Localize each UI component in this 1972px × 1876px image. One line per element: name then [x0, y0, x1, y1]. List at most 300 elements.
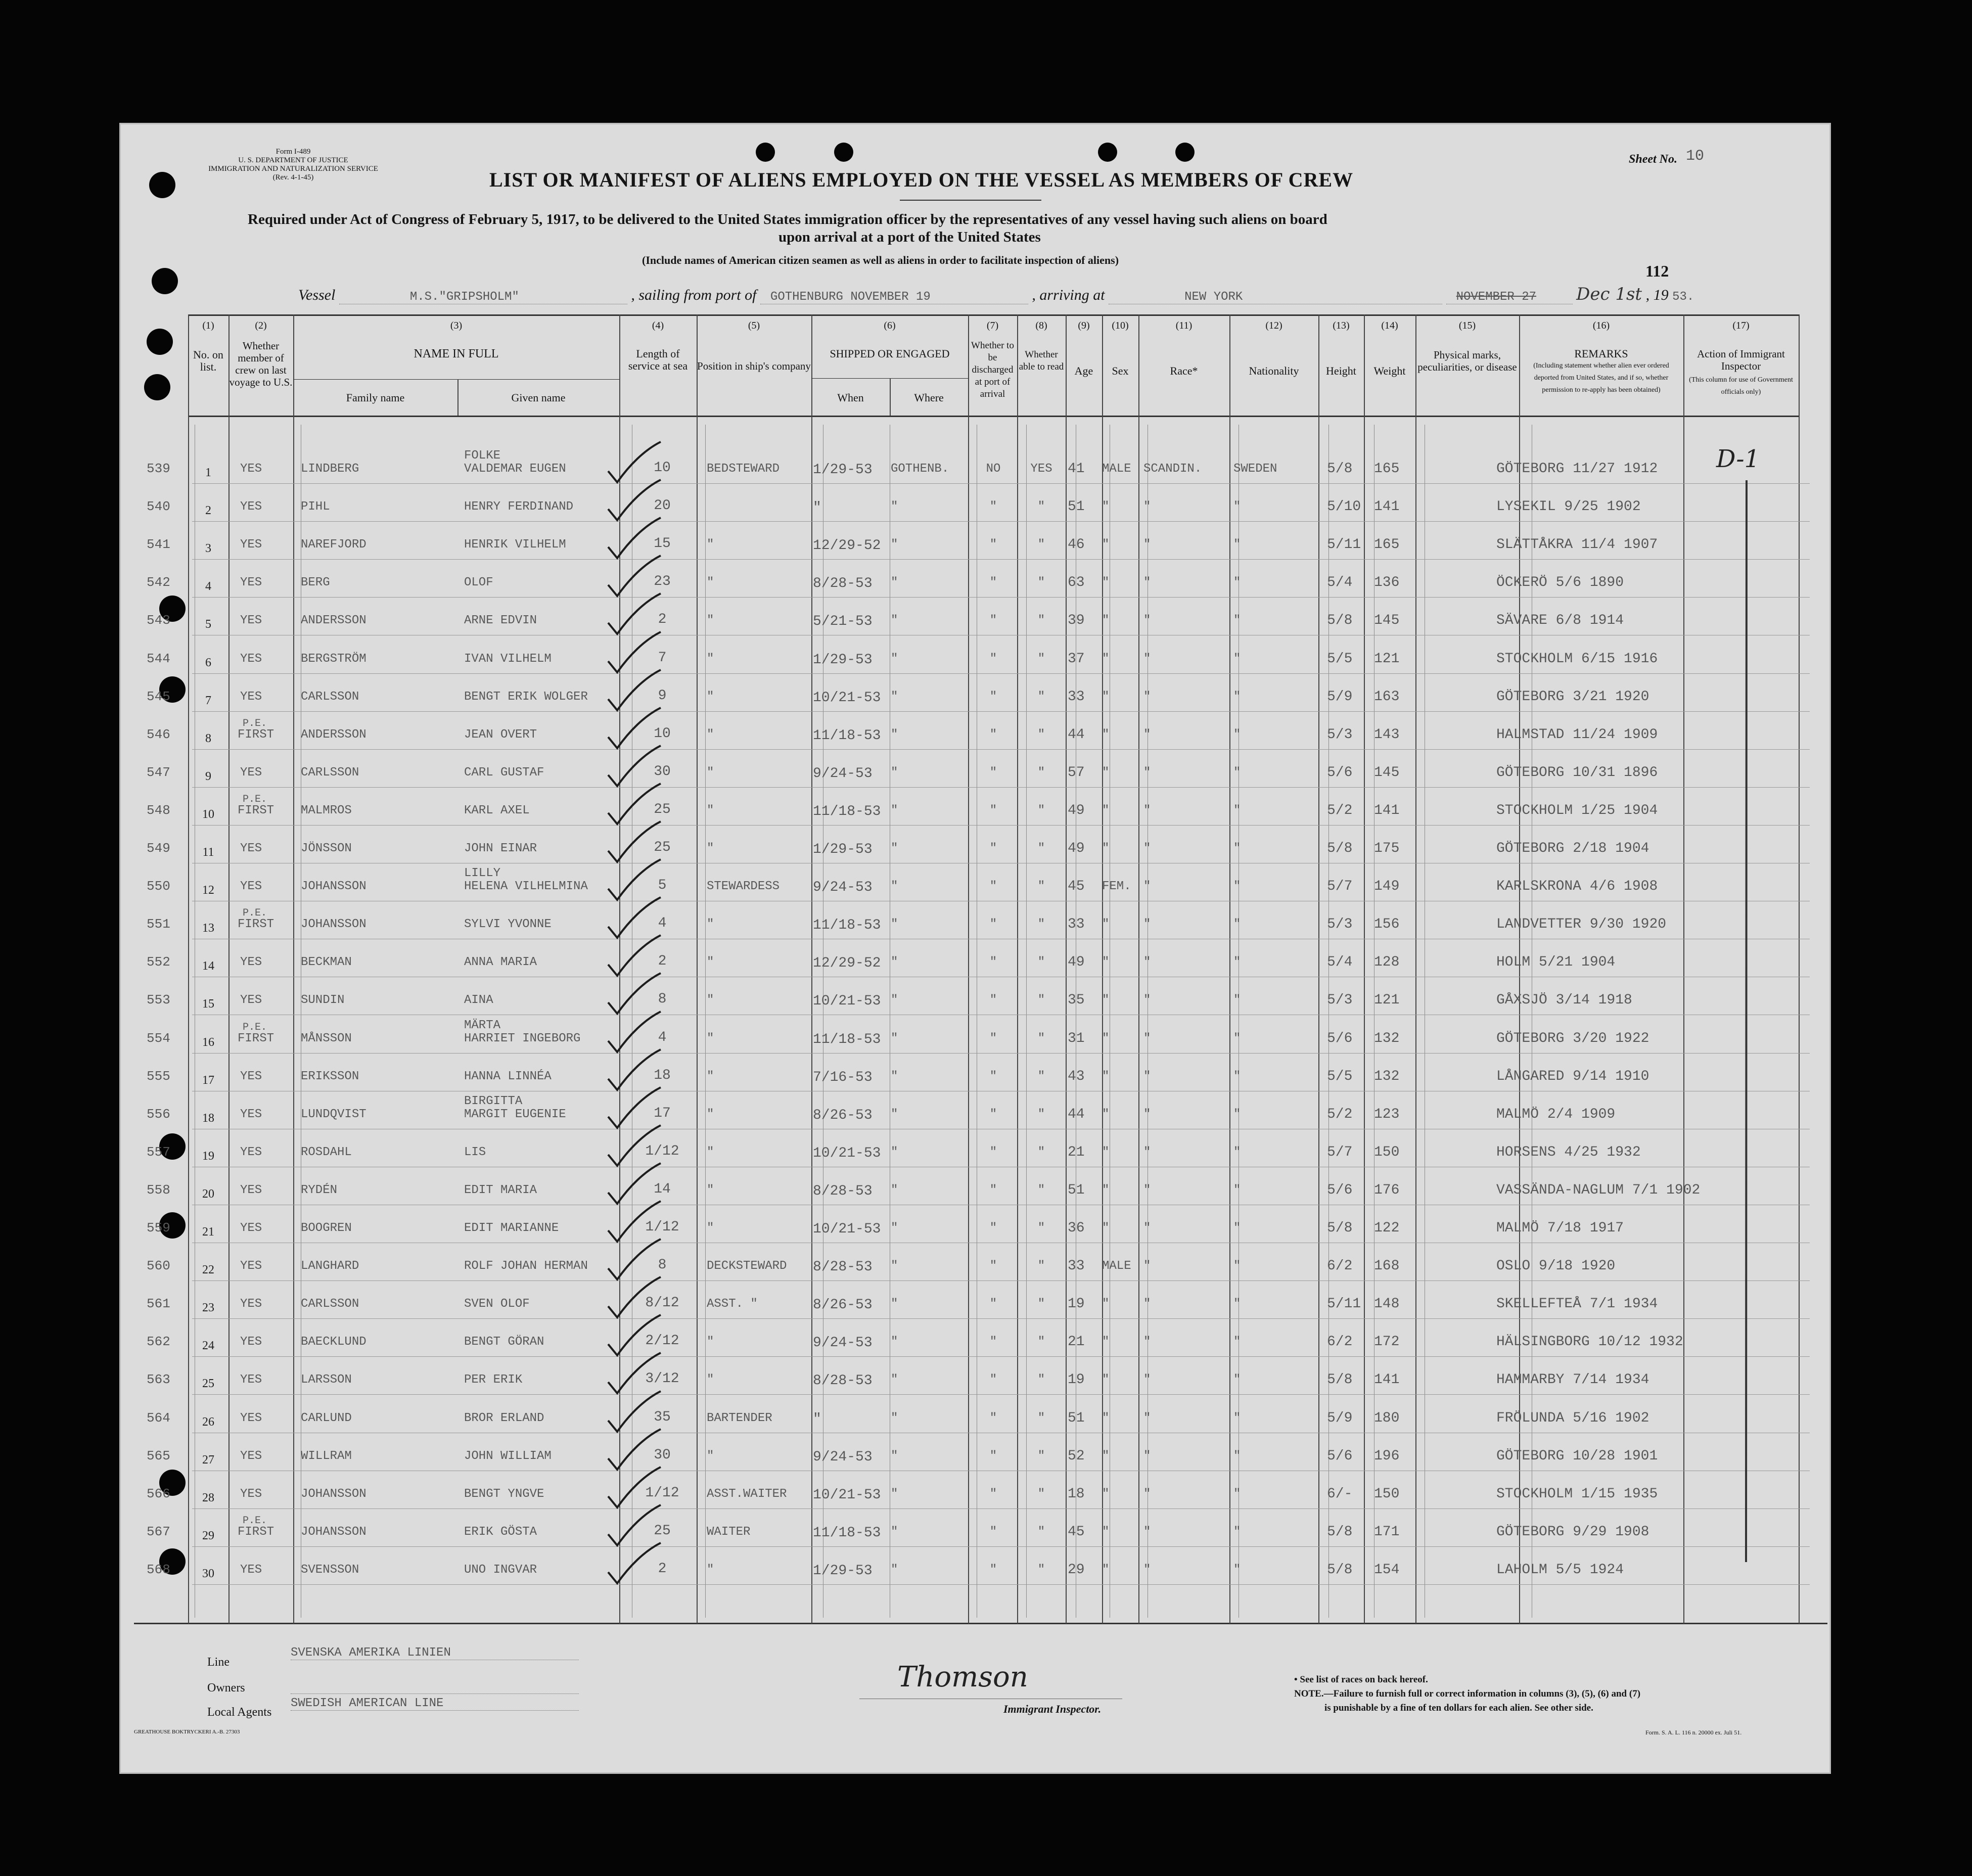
row-stamp-number: 566: [147, 1486, 170, 1501]
row-discharged: ": [989, 1183, 997, 1197]
punch-hole: [147, 329, 173, 355]
row-position: ": [707, 1449, 714, 1463]
row-nationality: ": [1233, 576, 1241, 590]
row-number: 13: [202, 922, 214, 935]
row-nationality: ": [1233, 1259, 1241, 1273]
inspector-bracket-line: [1739, 480, 1754, 1567]
year-prefix: , 19: [1645, 287, 1669, 303]
row-stamp-number: 557: [147, 1144, 170, 1160]
row-shipped-where: ": [891, 1221, 898, 1235]
row-prev-voyage: FIRST: [238, 727, 274, 742]
row-race: ": [1143, 1525, 1151, 1539]
row-stamp-number: 563: [147, 1372, 170, 1388]
sheet-number-value: 10: [1686, 148, 1705, 165]
row-discharged: ": [989, 538, 997, 552]
row-number: 2: [205, 504, 211, 518]
row-stamp-number: 567: [147, 1524, 170, 1539]
table-top-border: [188, 314, 1799, 316]
row-able-to-read: ": [1037, 765, 1045, 780]
row-race: ": [1143, 880, 1151, 894]
column-header-when: When: [837, 391, 864, 404]
row-race: ": [1143, 1373, 1151, 1387]
arriving-label: , arriving at: [1032, 287, 1105, 303]
row-able-to-read: YES: [1030, 462, 1052, 476]
row-prev-voyage: YES: [240, 614, 262, 628]
subtitle-line-3: (Include names of American citizen seamen as well as aliens in order to facilitate inspection of aliens): [642, 254, 1119, 266]
row-family-name: RYDÉN: [301, 1183, 338, 1197]
row-family-name: MÅNSSON: [301, 1031, 352, 1045]
row-service-length: 1/12: [645, 1219, 679, 1235]
row-position: ": [707, 652, 714, 666]
row-family-name: LANGHARD: [301, 1259, 359, 1273]
row-number: 22: [202, 1263, 214, 1277]
row-family-name: LINDBERG: [301, 462, 359, 476]
row-weight: 176: [1374, 1182, 1400, 1198]
row-race: ": [1143, 1221, 1151, 1235]
row-shipped-where: ": [891, 1487, 898, 1501]
row-able-to-read: ": [1037, 1145, 1045, 1159]
row-shipped-when: 12/29-52: [813, 955, 881, 972]
row-sex: ": [1102, 1183, 1110, 1197]
row-age: 21: [1068, 1334, 1085, 1350]
row-shipped-where: ": [891, 1145, 898, 1159]
row-given-name: HARRIET INGEBORG: [464, 1031, 581, 1045]
row-sex: ": [1102, 993, 1110, 1008]
row-prev-voyage: YES: [240, 462, 262, 476]
vessel-label: Vessel: [298, 287, 336, 303]
row-family-name: ERIKSSON: [301, 1069, 359, 1083]
row-shipped-when: 9/24-53: [813, 1449, 873, 1465]
row-stamp-number: 546: [147, 726, 170, 742]
row-given-name: SYLVI YVONNE: [464, 918, 552, 932]
row-position: WAITER: [707, 1525, 751, 1539]
row-position: ": [707, 1373, 714, 1387]
header-rule: [293, 379, 619, 380]
row-height: 5/6: [1327, 1448, 1353, 1464]
row-stamp-number: 564: [147, 1410, 170, 1426]
row-weight: 168: [1374, 1258, 1400, 1274]
row-number: 9: [205, 769, 211, 783]
row-sex: ": [1102, 918, 1110, 932]
row-shipped-where: ": [891, 614, 898, 628]
column-rule: [968, 314, 969, 1624]
column-rule: [1229, 314, 1230, 1624]
row-discharged: ": [989, 1449, 997, 1463]
row-stamp-number: 559: [147, 1220, 170, 1236]
line-value: SVENSKA AMERIKA LINIEN: [291, 1646, 579, 1660]
row-stamp-number: 539: [147, 461, 170, 476]
column-header-inspector-action: Action of Immigrant Inspector: [1697, 348, 1785, 372]
row-discharged: ": [989, 1107, 997, 1121]
row-discharged: ": [989, 918, 997, 932]
row-given-name-first: LILLY: [464, 866, 501, 881]
row-prev-voyage: FIRST: [238, 918, 274, 932]
row-remarks: OSLO 9/18 1920: [1496, 1258, 1616, 1274]
row-prev-voyage-prefix: P.E.: [243, 717, 267, 729]
column-rule: [1364, 314, 1365, 1624]
row-sex: ": [1102, 1487, 1110, 1501]
row-age: 19: [1068, 1372, 1085, 1388]
row-sex: FEM.: [1102, 880, 1131, 894]
column-number-c11: (11): [1175, 320, 1193, 331]
row-age: 37: [1068, 651, 1085, 667]
row-race: ": [1143, 1411, 1151, 1425]
row-family-name: NAREFJORD: [301, 538, 366, 552]
row-weight: 123: [1374, 1106, 1400, 1122]
row-prev-voyage: YES: [240, 765, 262, 780]
row-nationality: ": [1233, 1297, 1241, 1311]
row-nationality: ": [1233, 765, 1241, 780]
row-stamp-number: 554: [147, 1030, 170, 1046]
row-shipped-when: 8/28-53: [813, 576, 873, 592]
row-sex: ": [1102, 1411, 1110, 1425]
row-prev-voyage-prefix: P.E.: [243, 907, 267, 920]
row-shipped-where: ": [891, 842, 898, 855]
row-race: ": [1143, 765, 1151, 780]
row-given-name: AINA: [464, 993, 493, 1008]
row-able-to-read: ": [1037, 1297, 1045, 1311]
row-rule: [192, 787, 1810, 788]
row-shipped-where: ": [891, 803, 898, 817]
row-shipped-where: ": [891, 1525, 898, 1539]
row-given-name: EDIT MARIANNE: [464, 1221, 559, 1235]
title-underline: [900, 200, 1041, 201]
row-service-length: 1/12: [645, 1143, 679, 1159]
row-age: 29: [1068, 1562, 1085, 1578]
row-shipped-when: 9/24-53: [813, 765, 873, 782]
row-discharged: ": [989, 614, 997, 628]
row-position: ": [707, 1183, 714, 1197]
row-prev-voyage: YES: [240, 880, 262, 894]
row-rule: [192, 1318, 1810, 1319]
sailing-value: GOTHENBURG NOVEMBER 19: [760, 290, 1028, 304]
row-number: 19: [202, 1149, 214, 1163]
row-stamp-number: 550: [147, 879, 170, 894]
row-number: 7: [205, 694, 211, 707]
row-age: 41: [1068, 461, 1085, 477]
row-discharged: ": [989, 880, 997, 894]
row-discharged: ": [989, 993, 997, 1008]
row-prev-voyage: YES: [240, 993, 262, 1008]
row-weight: 150: [1374, 1144, 1400, 1160]
row-prev-voyage: YES: [240, 1487, 262, 1501]
row-height: 5/6: [1327, 1030, 1353, 1046]
check-mark-icon: [604, 1541, 665, 1586]
row-height: 5/3: [1327, 917, 1353, 933]
printer-mark: GREATHOUSE BOKTRYCKERI A.-B. 27303: [134, 1729, 240, 1735]
row-family-name: PIHL: [301, 500, 330, 514]
row-given-name: ARNE EDVIN: [464, 614, 537, 628]
row-prev-voyage: YES: [240, 652, 262, 666]
row-family-name: BOOGREN: [301, 1221, 352, 1235]
row-stamp-number: 562: [147, 1334, 170, 1350]
row-rule: [192, 1280, 1810, 1281]
row-number: 12: [202, 884, 214, 897]
row-family-name: BECKMAN: [301, 955, 352, 970]
row-service-length: 2: [658, 612, 667, 628]
row-given-name: IVAN VILHELM: [464, 652, 552, 666]
row-number: 8: [205, 731, 211, 745]
column-header-family-name: Family name: [346, 391, 405, 404]
row-race: ": [1143, 538, 1151, 552]
column-header-nationality: Nationality: [1249, 364, 1299, 377]
row-nationality: ": [1233, 918, 1241, 932]
row-stamp-number: 541: [147, 537, 170, 553]
row-shipped-when: 10/21-53: [813, 1221, 881, 1237]
penalty-note-1: NOTE.—Failure to furnish full or correct information in columns (3), (5), (6) and (7): [1294, 1688, 1641, 1699]
punch-hole: [152, 268, 178, 294]
column-header-height: Height: [1326, 364, 1356, 377]
row-rule: [192, 711, 1810, 712]
row-remarks: GÅXSJÖ 3/14 1918: [1496, 992, 1632, 1009]
row-able-to-read: ": [1037, 1335, 1045, 1349]
row-service-length: 10: [654, 460, 671, 476]
row-family-name: SVENSSON: [301, 1563, 359, 1577]
arriving-value: NEW YORK: [1109, 290, 1442, 304]
row-age: 49: [1068, 954, 1085, 971]
row-remarks: SKELLEFTEÅ 7/1 1934: [1496, 1296, 1658, 1312]
row-height: 6/2: [1327, 1334, 1353, 1350]
row-service-length: 4: [658, 1029, 667, 1045]
row-able-to-read: ": [1037, 1221, 1045, 1235]
row-service-length: 7: [658, 650, 667, 666]
row-stamp-number: 552: [147, 954, 170, 970]
row-age: 18: [1068, 1486, 1085, 1502]
row-weight: 136: [1374, 575, 1400, 591]
row-position: ASST.WAITER: [707, 1487, 787, 1501]
form-id-block: [192, 148, 394, 182]
row-prev-voyage: YES: [240, 690, 262, 704]
row-remarks: LYSEKIL 9/25 1902: [1496, 499, 1641, 515]
row-prev-voyage: FIRST: [238, 1031, 274, 1045]
row-discharged: ": [989, 765, 997, 780]
inspector-mark: D-1: [1716, 445, 1760, 473]
row-shipped-where: GOTHENB.: [891, 462, 949, 476]
row-shipped-where: ": [891, 1259, 898, 1273]
row-able-to-read: ": [1037, 690, 1045, 704]
row-family-name: JOHANSSON: [301, 1487, 366, 1501]
column-rule: [228, 314, 230, 1624]
subtitle-line-2: upon arrival at a port of the United States: [778, 229, 1041, 245]
row-discharged: ": [989, 576, 997, 590]
row-shipped-where: ": [891, 918, 898, 932]
row-rule: [192, 673, 1810, 674]
column-number-c12: (12): [1265, 320, 1282, 331]
row-discharged: ": [989, 1259, 997, 1273]
row-position: ": [707, 1031, 714, 1045]
row-family-name: ROSDAHL: [301, 1145, 352, 1159]
row-family-name: JOHANSSON: [301, 880, 366, 894]
column-rule: [1683, 314, 1684, 1624]
row-position: ": [707, 1563, 714, 1577]
column-rule: [1799, 314, 1800, 1624]
row-age: 49: [1068, 841, 1085, 856]
sheet-number-label: Sheet No.: [1629, 153, 1677, 166]
row-weight: 148: [1374, 1296, 1400, 1312]
row-discharged: ": [989, 652, 997, 666]
row-given-name: BROR ERLAND: [464, 1411, 544, 1425]
row-remarks: SÄVARE 6/8 1914: [1496, 613, 1624, 629]
row-service-length: 23: [654, 574, 671, 590]
row-position: ": [707, 1107, 714, 1121]
row-service-length: 35: [654, 1409, 671, 1425]
row-able-to-read: ": [1037, 1031, 1045, 1045]
row-age: 49: [1068, 802, 1085, 818]
column-number-c3: (3): [450, 320, 463, 331]
row-service-length: 10: [654, 725, 671, 742]
row-nationality: ": [1233, 993, 1241, 1008]
row-able-to-read: ": [1037, 1525, 1045, 1539]
row-race: SCANDIN.: [1143, 462, 1202, 476]
line-label: Line: [207, 1656, 230, 1669]
row-service-length: 18: [654, 1067, 671, 1083]
row-weight: 121: [1374, 992, 1400, 1009]
row-shipped-when: 11/18-53: [813, 918, 881, 934]
row-race: ": [1143, 1069, 1151, 1083]
row-shipped-when: 11/18-53: [813, 727, 881, 744]
row-family-name: MALMROS: [301, 803, 352, 817]
row-shipped-when: 11/18-53: [813, 1031, 881, 1047]
row-service-length: 8: [658, 991, 667, 1008]
row-nationality: ": [1233, 652, 1241, 666]
row-given-name: BENGT GÖRAN: [464, 1335, 544, 1349]
row-remarks: STOCKHOLM 1/25 1904: [1496, 802, 1658, 818]
row-race: ": [1143, 690, 1151, 704]
row-shipped-when: 9/24-53: [813, 880, 873, 896]
row-age: 39: [1068, 613, 1085, 629]
row-number: 14: [202, 959, 214, 973]
column-rule-inner: [1328, 425, 1329, 1618]
row-sex: MALE: [1102, 462, 1131, 476]
row-remarks: HALMSTAD 11/24 1909: [1496, 726, 1658, 743]
column-header-sex: Sex: [1112, 364, 1129, 377]
row-position: ": [707, 842, 714, 855]
row-family-name: JOHANSSON: [301, 918, 366, 932]
row-shipped-where: ": [891, 1107, 898, 1121]
row-race: ": [1143, 918, 1151, 932]
row-age: 46: [1068, 537, 1085, 553]
row-prev-voyage: YES: [240, 576, 262, 590]
row-remarks: GÖTEBORG 3/21 1920: [1496, 689, 1649, 705]
row-shipped-when: 8/28-53: [813, 1183, 873, 1199]
row-race: ": [1143, 1259, 1151, 1273]
row-given-name: EDIT MARIA: [464, 1183, 537, 1197]
row-nationality: ": [1233, 803, 1241, 817]
row-service-length: 25: [654, 840, 671, 855]
row-stamp-number: 548: [147, 802, 170, 818]
row-sex: ": [1102, 1069, 1110, 1083]
row-number: 21: [202, 1225, 214, 1239]
column-header-no: No. on list.: [193, 348, 223, 373]
row-shipped-when: 10/21-53: [813, 690, 881, 706]
row-discharged: ": [989, 1563, 997, 1577]
column-number-c15: (15): [1458, 320, 1476, 331]
row-number: 1: [205, 466, 211, 479]
row-service-length: 25: [654, 801, 671, 817]
row-stamp-number: 549: [147, 841, 170, 856]
row-nationality: ": [1233, 1449, 1241, 1463]
row-height: 5/4: [1327, 575, 1353, 591]
row-stamp-number: 543: [147, 613, 170, 628]
row-stamp-number: 553: [147, 992, 170, 1008]
row-discharged: ": [989, 1525, 997, 1539]
row-shipped-where: ": [891, 1411, 898, 1425]
row-sex: ": [1102, 1563, 1110, 1577]
row-able-to-read: ": [1037, 614, 1045, 628]
row-age: 45: [1068, 1524, 1085, 1540]
column-header-shipped: SHIPPED OR ENGAGED: [830, 347, 950, 360]
row-position: ASST. ": [707, 1297, 758, 1311]
row-family-name: CARLSSON: [301, 690, 359, 704]
penalty-note-2: is punishable by a fine of ten dollars for each alien. See other side.: [1324, 1703, 1593, 1713]
row-weight: 165: [1374, 537, 1400, 553]
row-given-name: BENGT ERIK WOLGER: [464, 690, 588, 704]
row-shipped-when: 10/21-53: [813, 993, 881, 1010]
row-position: ": [707, 803, 714, 817]
row-height: 5/11: [1327, 537, 1361, 553]
year-value: 53.: [1672, 290, 1694, 304]
row-shipped-when: ": [813, 500, 821, 516]
row-stamp-number: 558: [147, 1182, 170, 1198]
row-given-name: JOHN EINAR: [464, 842, 537, 855]
row-number: 18: [202, 1111, 214, 1125]
column-rule: [697, 314, 698, 1624]
row-family-name: CARLSSON: [301, 765, 359, 780]
column-rule: [811, 314, 812, 1624]
row-rule: [192, 521, 1810, 522]
row-prev-voyage: YES: [240, 1335, 262, 1349]
row-weight: 122: [1374, 1220, 1400, 1236]
row-shipped-where: ": [891, 993, 898, 1008]
row-number: 6: [205, 656, 211, 669]
row-weight: 171: [1374, 1524, 1400, 1540]
row-position: BEDSTEWARD: [707, 462, 780, 476]
column-number-c9: (9): [1078, 320, 1090, 331]
row-race: ": [1143, 1183, 1151, 1197]
row-shipped-when: 10/21-53: [813, 1145, 881, 1161]
row-position: ": [707, 538, 714, 552]
row-rule: [192, 749, 1810, 750]
row-nationality: ": [1233, 1525, 1241, 1539]
row-shipped-where: ": [891, 690, 898, 704]
row-age: 33: [1068, 1258, 1085, 1274]
row-weight: 154: [1374, 1562, 1400, 1578]
row-nationality: ": [1233, 1335, 1241, 1349]
row-nationality: ": [1233, 842, 1241, 855]
row-race: ": [1143, 955, 1151, 970]
row-shipped-when: 8/28-53: [813, 1373, 873, 1389]
row-position: BARTENDER: [707, 1411, 772, 1425]
row-given-name-first: FOLKE: [464, 449, 501, 463]
column-header-physical-marks: Physical marks, peculiarities, or disease: [1417, 349, 1517, 373]
row-height: 5/2: [1327, 1106, 1353, 1122]
row-height: 5/5: [1327, 1068, 1353, 1084]
row-position: DECKSTEWARD: [707, 1259, 787, 1273]
arrival-date-struck: NOVEMBER 27: [1446, 290, 1573, 304]
row-shipped-when: 1/29-53: [813, 462, 873, 478]
row-family-name: WILLRAM: [301, 1449, 352, 1463]
row-race: ": [1143, 1335, 1151, 1349]
row-discharged: ": [989, 1145, 997, 1159]
row-service-length: 5: [658, 878, 667, 894]
row-family-name: ANDERSSON: [301, 614, 366, 628]
row-remarks: STOCKHOLM 1/15 1935: [1496, 1486, 1658, 1502]
row-able-to-read: ": [1037, 1373, 1045, 1387]
row-service-length: 9: [658, 688, 667, 704]
row-able-to-read: ": [1037, 918, 1045, 932]
row-stamp-number: 561: [147, 1296, 170, 1312]
row-age: 33: [1068, 917, 1085, 933]
